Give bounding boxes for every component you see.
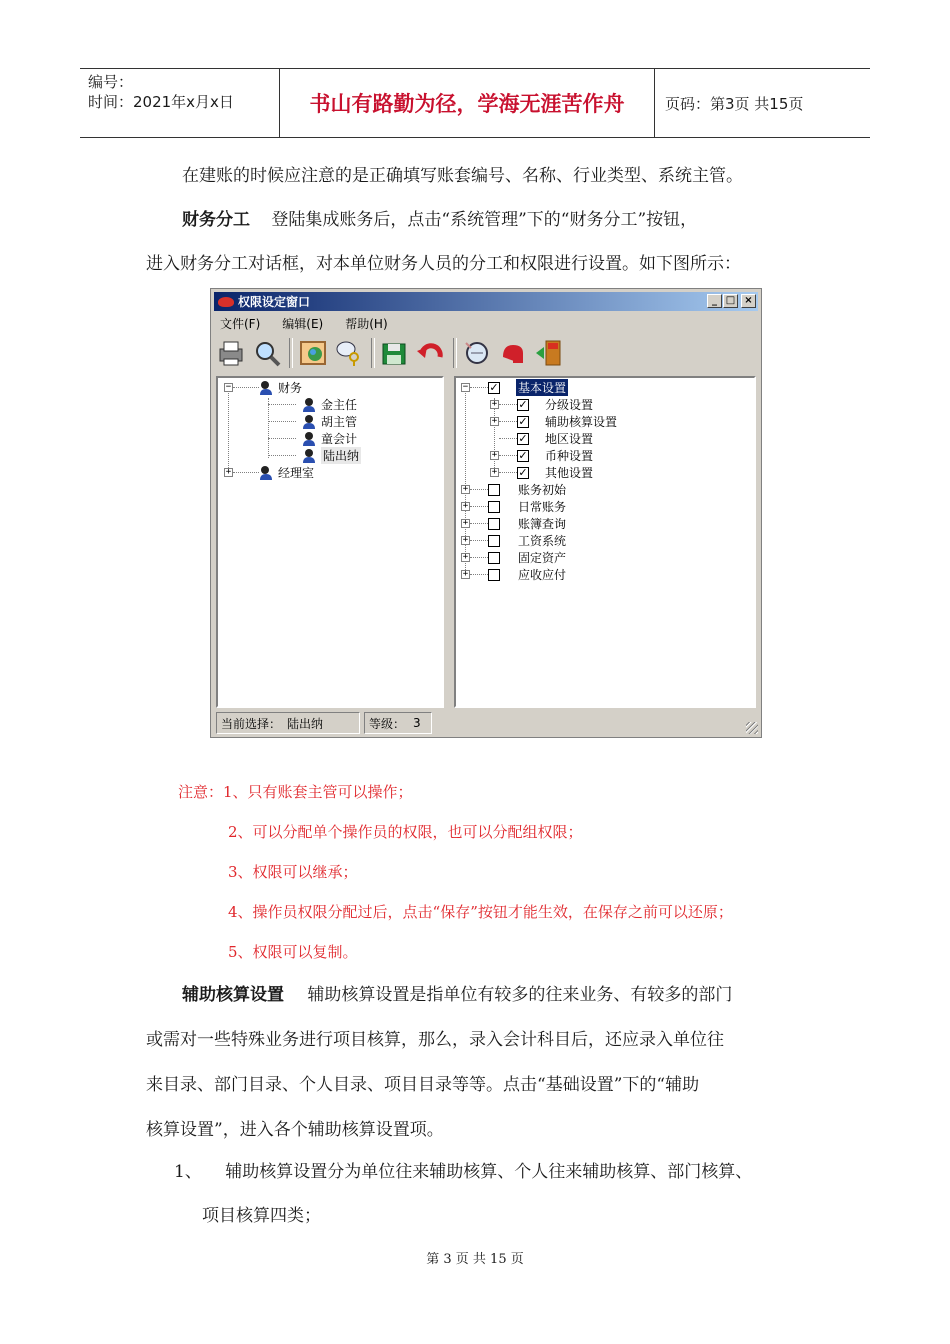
expand-toggle[interactable]: + xyxy=(462,552,469,562)
checkbox-unchecked[interactable] xyxy=(488,484,500,496)
status-current-label: 当前选择： xyxy=(221,716,282,731)
window-title: 权限设定窗口 xyxy=(238,295,311,309)
maximize-button[interactable]: □ xyxy=(723,294,738,308)
resize-grip[interactable] xyxy=(746,722,758,734)
section2-item1 xyxy=(174,1157,752,1182)
tree-label: 辅助核算设置 xyxy=(545,415,618,429)
tree-label: 地区设置 xyxy=(545,432,594,446)
checkbox-unchecked[interactable] xyxy=(488,552,500,564)
tree-label: 分级设置 xyxy=(545,398,594,412)
printer-icon[interactable] xyxy=(215,337,247,369)
note-5: 5、权限可以复制。 xyxy=(228,943,358,961)
app-icon xyxy=(218,297,234,307)
expand-toggle[interactable]: + xyxy=(462,518,469,528)
user-icon xyxy=(302,414,316,429)
expand-toggle[interactable]: + xyxy=(462,535,469,545)
menu-bar xyxy=(217,314,391,332)
tree-node-finance[interactable] xyxy=(224,379,302,396)
document-header xyxy=(80,68,870,138)
paragraph-2 xyxy=(182,205,697,230)
status-level xyxy=(364,712,432,734)
expand-toggle[interactable]: + xyxy=(462,484,469,494)
checkbox-checked[interactable]: ✓ xyxy=(518,414,528,428)
permission-tree-pane[interactable] xyxy=(454,376,756,708)
tree-label: 陆出纳 xyxy=(323,449,360,463)
expand-toggle[interactable]: + xyxy=(491,416,498,426)
status-level-value: 3 xyxy=(413,716,421,730)
tree-node-module[interactable] xyxy=(461,566,566,583)
item-text: 辅助核算设置分为单位往来辅助核算、个人往来辅助核算、部门核算、 xyxy=(225,1162,753,1182)
expand-toggle[interactable]: + xyxy=(491,450,498,460)
user-icon xyxy=(302,448,316,463)
tree-node-permission[interactable] xyxy=(490,413,617,430)
status-current-selection xyxy=(216,712,360,734)
tree-label: 日常账务 xyxy=(518,500,567,514)
tree-label: 账务初始 xyxy=(518,483,567,497)
collapse-toggle[interactable]: − xyxy=(462,382,469,392)
expand-toggle[interactable]: + xyxy=(462,501,469,511)
save-icon[interactable] xyxy=(379,337,411,369)
section2-heading: 辅助核算设置 xyxy=(182,985,284,1005)
tree-node-permission[interactable] xyxy=(490,396,593,413)
paragraph-1: 在建账的时候应注意的是正确填写账套编号、名称、行业类型、系统主管。 xyxy=(182,166,743,186)
note-2: 2、可以分配单个操作员的权限，也可以分配组权限； xyxy=(228,823,583,841)
tree-node-user[interactable] xyxy=(302,396,357,413)
tree-label: 固定资产 xyxy=(518,551,567,565)
toolbar-separator xyxy=(371,338,375,368)
expand-toggle[interactable]: + xyxy=(491,399,498,409)
tree-label: 应收应付 xyxy=(518,568,567,582)
status-current-value: 陆出纳 xyxy=(287,716,324,731)
checkbox-unchecked[interactable] xyxy=(488,569,500,581)
expand-toggle[interactable]: + xyxy=(225,467,232,477)
group-icon xyxy=(259,465,273,480)
tree-node-module[interactable] xyxy=(461,515,566,532)
find-icon[interactable] xyxy=(461,337,493,369)
header-date: 时间：2021年x月x日 xyxy=(88,93,234,111)
expand-toggle[interactable]: + xyxy=(462,569,469,579)
tree-node-basic-settings[interactable] xyxy=(461,379,568,396)
header-page: 页码：第3页 共15页 xyxy=(665,94,804,113)
tree-label: 其他设置 xyxy=(545,466,594,480)
tree-label: 金主任 xyxy=(321,398,358,412)
checkbox-unchecked[interactable] xyxy=(488,518,500,530)
tree-label: 童会计 xyxy=(321,432,358,446)
tree-node-module[interactable] xyxy=(461,481,566,498)
toolbar-separator xyxy=(453,338,457,368)
exit-icon[interactable] xyxy=(533,337,565,369)
toolbar-separator xyxy=(289,338,293,368)
tree-node-user[interactable] xyxy=(302,413,357,430)
window-titlebar[interactable] xyxy=(214,292,758,311)
tree-node-permission[interactable] xyxy=(490,447,593,464)
checkbox-unchecked[interactable] xyxy=(488,501,500,513)
status-level-label: 等级： xyxy=(369,716,406,731)
section2-item1-cont: 项目核算四类； xyxy=(202,1206,321,1226)
tree-label: 工资系统 xyxy=(518,534,567,548)
tree-node-module[interactable] xyxy=(461,532,566,549)
page-footer: 第 3 页 共 15 页 xyxy=(426,1252,524,1267)
tree-node-user[interactable] xyxy=(302,430,357,447)
user-icon xyxy=(302,431,316,446)
section2-line1 xyxy=(182,980,732,1005)
menu-file[interactable]: 文件(F) xyxy=(220,316,261,331)
tree-label: 币种设置 xyxy=(545,449,594,463)
checkbox-checked[interactable]: ✓ xyxy=(518,431,528,445)
section2-line4: 核算设置”，进入各个辅助核算设置项。 xyxy=(146,1120,444,1140)
tree-node-user-selected[interactable] xyxy=(302,447,361,464)
checkbox-unchecked[interactable] xyxy=(488,535,500,547)
note-4: 4、操作员权限分配过后，点击“保存”按钮才能生效，在保存之前可以还原； xyxy=(228,903,733,921)
close-button[interactable]: × xyxy=(741,294,756,308)
checkbox-checked[interactable]: ✓ xyxy=(518,448,528,462)
collapse-toggle[interactable]: − xyxy=(225,382,232,392)
permission-window xyxy=(210,288,762,738)
note-3: 3、权限可以继承； xyxy=(228,863,358,881)
group-icon xyxy=(259,380,273,395)
tree-node-permission[interactable] xyxy=(490,464,593,481)
user-icon xyxy=(302,397,316,412)
copy-icon[interactable] xyxy=(497,337,529,369)
undo-icon[interactable] xyxy=(415,337,447,369)
note-1: 注意：1、只有账套主管可以操作； xyxy=(178,783,413,801)
paragraph-3: 进入财务分工对话框，对本单位财务人员的分工和权限进行设置。如下图所示： xyxy=(146,254,741,274)
tree-node-module[interactable] xyxy=(461,549,566,566)
header-meta xyxy=(80,69,280,137)
picture-icon[interactable] xyxy=(297,337,329,369)
checkbox-checked[interactable]: ✓ xyxy=(518,397,528,411)
expand-toggle[interactable]: + xyxy=(491,467,498,477)
menu-edit[interactable]: 编辑(E) xyxy=(282,316,324,331)
minimize-button[interactable]: _ xyxy=(707,294,722,308)
header-motto: 书山有路勤为径，学海无涯苦作舟 xyxy=(280,69,655,137)
section2-line2: 或需对一些特殊业务进行项目核算，那么，录入会计科目后，还应录入单位往 xyxy=(146,1030,724,1050)
tree-label: 财务 xyxy=(278,381,303,395)
tree-label: 基本设置 xyxy=(518,381,567,395)
tree-node-permission[interactable] xyxy=(490,430,593,447)
tree-node-module[interactable] xyxy=(461,498,566,515)
tree-node-manager-office[interactable] xyxy=(224,464,314,481)
tree-label: 胡主管 xyxy=(321,415,358,429)
key-icon[interactable] xyxy=(333,337,365,369)
section2-line3: 来目录、部门目录、个人目录、项目目录等等。点击“基础设置”下的“辅助 xyxy=(146,1075,700,1095)
menu-help[interactable]: 帮助(H) xyxy=(345,316,388,331)
window-controls xyxy=(707,294,756,308)
tree-label: 经理室 xyxy=(278,466,315,480)
paragraph-2-text: 登陆集成账务后，点击“系统管理”下的“财务分工”按钮， xyxy=(271,210,698,230)
header-number: 编号： xyxy=(88,73,134,91)
search-icon[interactable] xyxy=(251,337,283,369)
tree-label: 账簿查询 xyxy=(518,517,567,531)
checkbox-checked[interactable]: ✓ xyxy=(518,465,528,479)
toolbar xyxy=(215,335,757,371)
paragraph-2-heading: 财务分工 xyxy=(182,210,250,230)
user-tree-pane[interactable] xyxy=(216,376,444,708)
item-number: 1、 xyxy=(174,1162,202,1182)
checkbox-checked[interactable]: ✓ xyxy=(489,380,499,394)
section2-text: 辅助核算设置是指单位有较多的往来业务、有较多的部门 xyxy=(307,985,733,1005)
